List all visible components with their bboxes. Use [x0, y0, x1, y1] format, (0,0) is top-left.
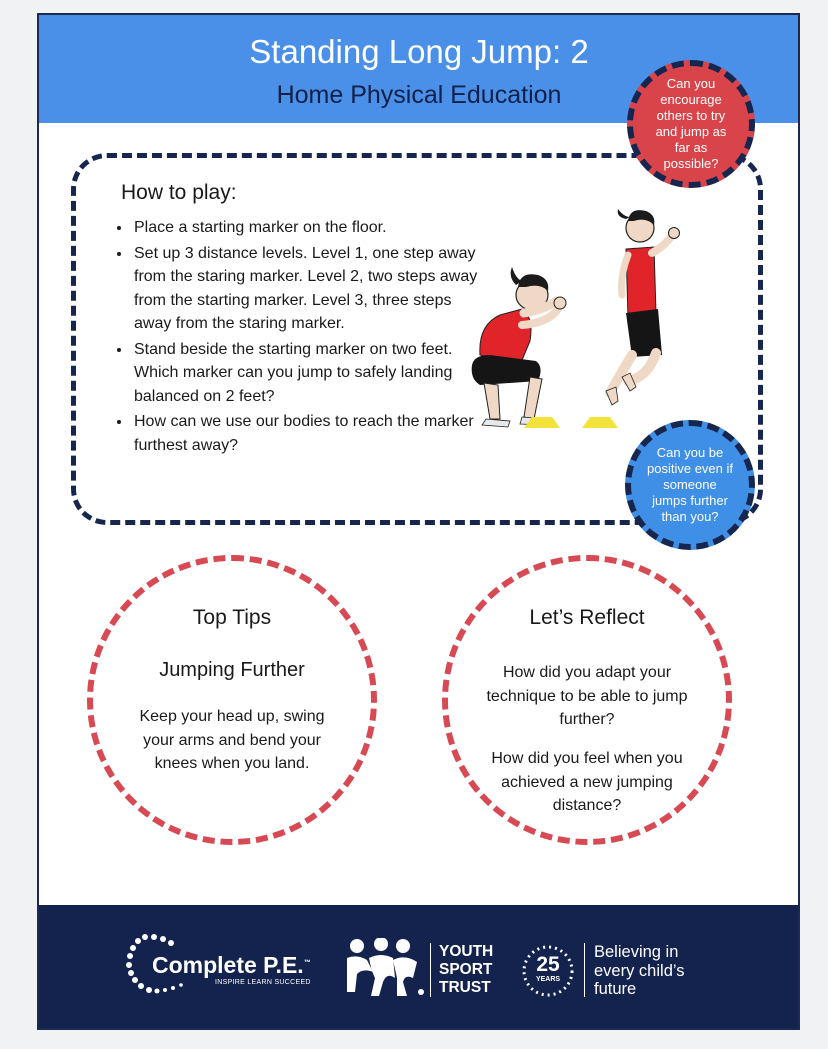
believing-tagline: [594, 943, 684, 999]
list-item: • Set up 3 distance levels. Level 1, one step away from the staring marker. Level 2, two steps away from the starting marker. Level 3, three steps away from the staring marker.: [132, 242, 492, 336]
cone-marker-2: [582, 417, 618, 428]
crouching-jumper-figure: [472, 267, 566, 427]
top-tips-circle: [87, 555, 377, 845]
believing-line-3: future: [594, 980, 637, 998]
jumping-jumper-figure: [606, 209, 680, 405]
complete-pe-name: [152, 952, 311, 979]
believing-line-2: every child’s: [594, 961, 685, 980]
page-title: Standing Long Jump: 2: [249, 33, 589, 70]
how-to-play-list: [112, 216, 492, 459]
years-label: YEARS: [535, 976, 561, 983]
youth-sport-trust-logo-mark: [343, 938, 429, 1000]
top-tips-title: Top Tips: [192, 606, 272, 629]
top-tips-body: Keep your head up, swing your arms and bend your knees when you land.: [139, 708, 325, 772]
25-years-badge: [520, 943, 576, 999]
reflect-question-2: How did you feel when you achieved a new jumping distance?: [491, 750, 683, 814]
list-item: • How can we use our bodies to reach the marker furthest away?: [132, 410, 492, 457]
reflect-title: Let’s Reflect: [529, 606, 645, 629]
complete-pe-name-text: Complete P.E.: [152, 952, 304, 978]
encourage-bubble-text: Can you encourage others to try and jump as far as possible?: [655, 76, 727, 171]
years-number: 25: [536, 953, 560, 976]
encourage-bubble: [627, 60, 755, 188]
yst-line-2: SPORT: [439, 961, 493, 978]
yst-line-1: YOUTH: [439, 943, 494, 960]
list-item: • Stand beside the starting marker on two feet. Which marker can you jump to safely landing balanced on 2 feet?: [132, 338, 492, 409]
jumping-illustration: [460, 205, 690, 440]
yst-line-3: TRUST: [439, 979, 491, 996]
positive-bubble: [625, 420, 755, 550]
reflect-question-1: How did you adapt your technique to be able to jump further?: [486, 664, 688, 728]
page-subtitle: Home Physical Education: [276, 81, 562, 109]
believing-line-1: Believing in: [594, 943, 679, 961]
list-item: • Place a starting marker on the floor.: [132, 216, 492, 240]
years-divider: [584, 943, 585, 997]
how-to-play-title: How to play:: [121, 181, 237, 204]
youth-sport-trust-wordmark: [439, 943, 493, 997]
positive-bubble-text: Can you be positive even if someone jumps further than you?: [647, 445, 733, 524]
top-tips-subtitle: Jumping Further: [159, 659, 305, 681]
complete-pe-tm: ™: [303, 959, 311, 967]
complete-pe-tagline: INSPIRE LEARN SUCCEED: [215, 979, 311, 986]
yst-divider: [430, 943, 431, 997]
